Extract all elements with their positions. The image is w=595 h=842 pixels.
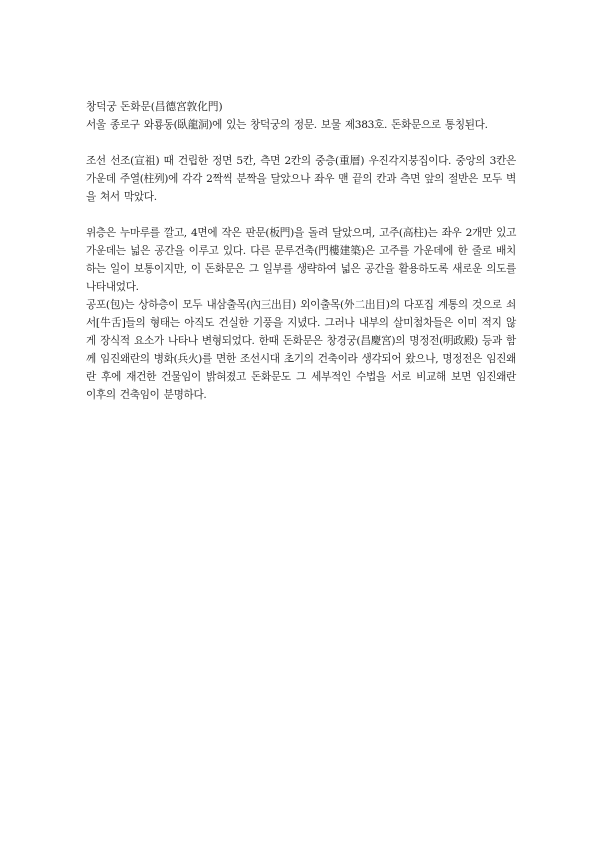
upper-floor-paragraph: 위층은 누마루를 깔고, 4면에 작은 판문(板門)을 돌려 달았으며, 고주(高柱)는 좌우 2개만 있고 가운데는 넓은 공간을 이루고 있다. 다른 문루건축(門樓建築)은 고주를 가운데에 한 줄로 배치하는 일이 보통이지만, 이 돈화문은 그 일부를 생략하여 넓은 공간을 활용하도록 새로운 의도를 나타내었다. [86,227,516,293]
document-title: 창덕궁 돈화문(昌德宮敦化門) [86,101,223,113]
intro-paragraph: 서울 종로구 와룡동(臥龍洞)에 있는 창덕궁의 정문. 보물 제383호. 돈화문으로 통칭된다. [86,119,488,131]
bracket-history-paragraph: 공포(包)는 상하층이 모두 내삼출목(內三出目) 외이출목(外二出目)의 다포집 계통의 것으로 쇠서[牛舌]들의 형태는 아직도 건실한 기풍을 지녔다. 그러나 내부의 살미첨차들은 이미 적지 않게 장식적 요소가 나타나 변형되었다. 한때 돈화문은 창경궁(昌慶宮)의 명정전(明政殿) 등과 함께 임진왜란의 병화(兵火)를 면한 조선시대 초기의 건축이라 생각되어 왔으나, 명정전은 임진왜란 후에 재건한 건물임이 밝혀졌고 돈화문도 그 세부적인 수법을 서로 비교해 보면 임진왜란 이후의 건축임이 분명하다. [86,299,516,401]
paragraph-spacer [86,206,516,224]
document-body [86,98,516,404]
structure-paragraph: 조선 선조(宣祖) 때 건립한 정면 5칸, 측면 2칸의 중층(重層) 우진각지붕집이다. 중앙의 3칸은 가운데 주열(柱列)에 각각 2짝씩 분짝을 달았으나 좌우 맨 끝의 칸과 측면 앞의 절반은 모두 벽을 쳐서 막았다. [86,155,516,203]
paragraph-spacer [86,134,516,152]
